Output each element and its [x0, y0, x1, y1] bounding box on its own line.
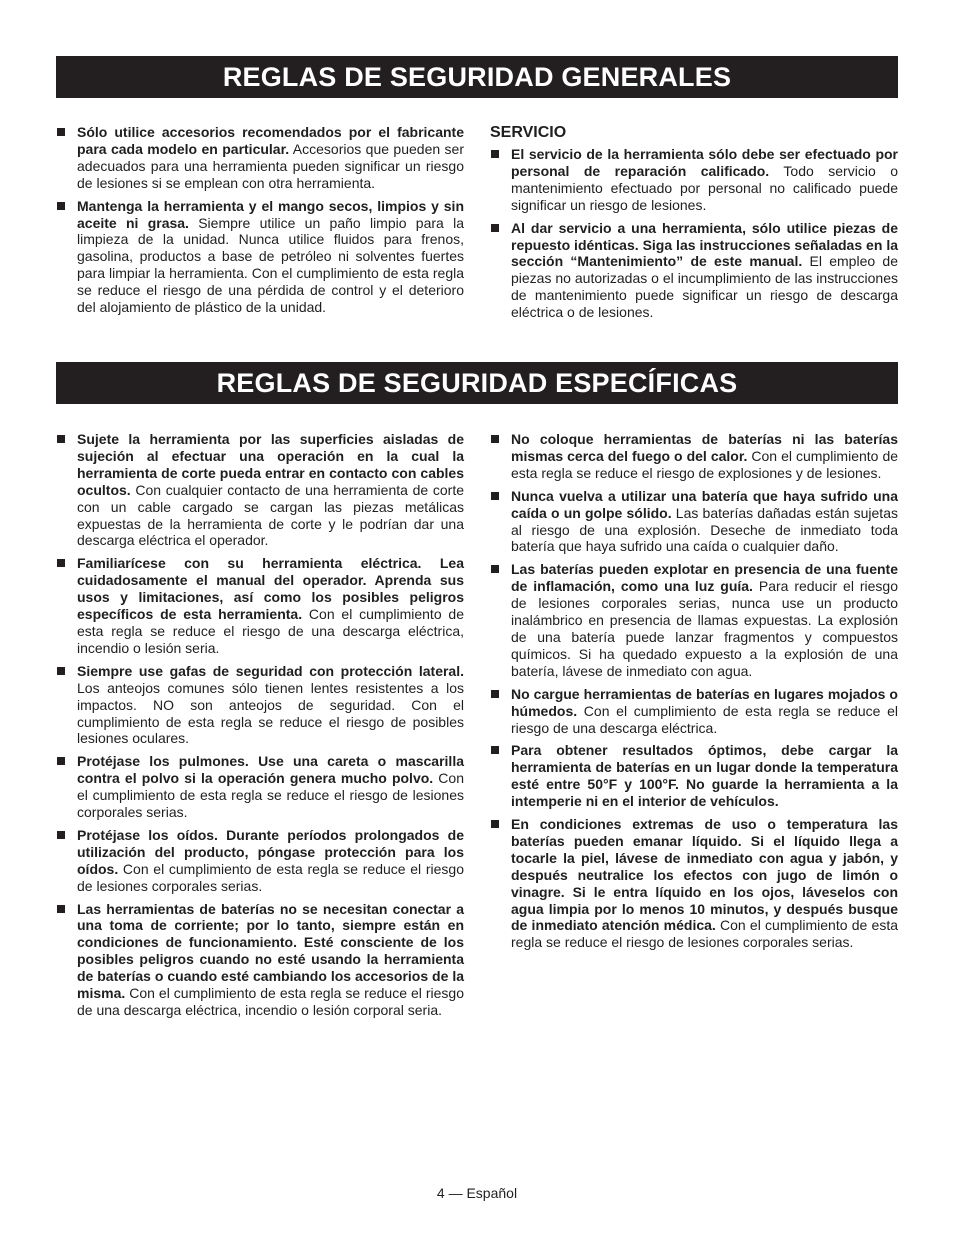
list-item [490, 220, 898, 321]
rule-text: Con el cumplimiento de esta regla se reduce el riesgo de una descarga eléctrica, incendio o lesión corporal seria. [77, 985, 464, 1018]
general-rules-banner [56, 56, 898, 98]
rule-text: Con el cumplimiento de esta regla se reduce el riesgo de una descarga eléctrica, incendio o lesión seria. [77, 606, 465, 656]
list-item [490, 561, 898, 679]
list-item [490, 488, 898, 556]
list-item [490, 686, 898, 737]
list-item [490, 431, 898, 482]
rule-bold: No cargue herramientas de baterías en lugares mojados o húmedos. [511, 685, 898, 719]
specific-rules-list-left [56, 431, 464, 1019]
list-item [490, 146, 898, 214]
list-item [56, 431, 464, 549]
rule-text: El empleo de piezas no autorizadas o el incumplimiento de las instrucciones de mantenimiento puede significar un riesgo de descarga eléctrica o de lesiones. [511, 253, 898, 321]
service-column [490, 124, 898, 327]
list-item [56, 198, 464, 316]
rule-text: Accesorios que pueden ser adecuados para una herramienta pueden significar un riesgo de lesiones si se emplean con otra herramienta. [77, 140, 465, 191]
specific-left-column [56, 431, 464, 1025]
rule-bold: Al dar servicio a una herramienta, sólo utilice piezas de repuesto idénticas. Siga las instrucciones señaladas en la sección “Mantenimiento” de este manual. [511, 219, 898, 270]
rule-text: Con cualquier contacto de una herramienta de corte con un cable cargado se cargan las piezas metálicas expuestas de la herramienta de corte y le podrían dar una descarga eléctrica el operador. [77, 481, 464, 549]
list-item [56, 124, 464, 192]
rule-text: Con el cumplimiento de esta regla se reduce el riesgo de lesiones corporales serias. [77, 770, 464, 821]
rule-bold: En condiciones extremas de uso o temperatura las baterías pueden emanar líquido. Si el líquido llega a tocarle la piel, lávese de inmediato con agua y jabón, y después neutralice los efectos con jugo de limón o vinagre. Si le entra líquido en los ojos, láveselos con agua limpia por lo menos 10 minutos, y después busque de inmediato atención médica. [511, 816, 898, 934]
page-number: 4 — Español [436, 1185, 518, 1201]
rule-text: Todo servicio o mantenimiento efectuado por personal no calificado puede significar un riesgo de lesiones. [511, 162, 898, 213]
rule-bold: Sólo utilice accesorios recomendados por el fabricante para cada modelo en particular. [77, 124, 464, 157]
rule-text: Con el cumplimiento de esta regla se reduce el riesgo de lesiones corporales serias. [77, 860, 464, 894]
service-heading: SERVICIO [490, 124, 567, 141]
rule-bold: Familiarícese con su herramienta eléctrica. Lea cuidadosamente el manual del operador. Aprenda sus usos y limitaciones, así como los posibles peligros específicos de esta herramienta. [77, 555, 464, 623]
rule-text: Los anteojos comunes sólo tienen lentes resistentes a los impactos. NO son anteojos de seguridad. Con el cumplimiento de esta regla se reduce el riesgo de posibles lesiones oculares. [77, 679, 464, 747]
rule-text: Con el cumplimiento de esta regla se reduce el riesgo de una descarga eléctrica. [511, 702, 898, 736]
rule-bold: Protéjase los oídos. Durante períodos prolongados de utilización del producto, póngase protección para los oídos. [77, 826, 464, 877]
rule-text: Las baterías dañadas están sujetas al riesgo de una explosión. Deseche de inmediato toda batería que haya sufrido una caída o cualquier daño. [511, 504, 898, 555]
general-left-column [56, 124, 464, 322]
rule-text: Con el cumplimiento de esta regla se reduce el riesgo de explosiones y de lesiones. [511, 447, 899, 481]
general-rules-title: REGLAS DE SEGURIDAD GENERALES [222, 62, 732, 92]
rule-bold: No coloque herramientas de baterías ni las baterías mismas cerca del fuego o del calor. [511, 431, 898, 464]
rule-bold: Nunca vuelva a utilizar una batería que haya sufrido una caída o un golpe sólido. [511, 487, 898, 521]
rule-bold: Protéjase los pulmones. Use una careta o mascarilla contra el polvo si la operación genera mucho polvo. [77, 753, 464, 787]
rule-text: Siempre utilice un paño limpio para la limpieza de la unidad. Nunca utilice fluidos para frenos, gasolina, productos a base de petróleo ni solventes fuertes para limpiar la herramienta. Con el cumplimiento de esta regla se reduce el riesgo de una pérdida de control y el deterioro del alojamiento de plástico de la unidad. [77, 214, 464, 316]
list-item [490, 816, 898, 951]
general-rules-list [56, 124, 464, 316]
rule-text: Con el cumplimiento de esta regla se reduce el riesgo de lesiones corporales serias. [511, 917, 898, 951]
list-item [56, 901, 464, 1019]
specific-rules-list-right [490, 431, 898, 951]
specific-rules-banner [56, 362, 898, 404]
rule-bold: Sujete la herramienta por las superficies aisladas de sujeción al efectuar una operación en la cual la herramienta de corte pueda entrar en contacto con cables ocultos. [77, 431, 464, 498]
rule-bold: Para obtener resultados óptimos, debe cargar la herramienta de baterías en un lugar donde la temperatura esté entre 50°F y 100°F. No guarde la herramienta a la intemperie ni en el interior de vehículos. [511, 742, 898, 810]
list-item [56, 753, 464, 821]
rule-bold: Las herramientas de baterías no se necesitan conectar a una toma de corriente; por lo tanto, siempre están en condiciones de funcionamiento. Esté consciente de los posibles peligros cuando no esté usando la herramienta de baterías o cuando esté cambiando los accesorios de la misma. [77, 900, 464, 1002]
specific-rules-title: REGLAS DE SEGURIDAD ESPECÍFICAS [216, 368, 738, 398]
list-item [490, 742, 898, 810]
page-footer [0, 1185, 954, 1201]
list-item [56, 663, 464, 748]
list-item [56, 827, 464, 895]
rule-bold: Siempre use gafas de seguridad con protección lateral. [77, 662, 464, 679]
rule-bold: Mantenga la herramienta y el mango secos, limpios y sin aceite ni grasa. [77, 197, 464, 231]
list-item [56, 555, 464, 656]
rule-bold: El servicio de la herramienta sólo debe ser efectuado por personal de reparación calificado. [511, 146, 898, 179]
rule-bold: Las baterías pueden explotar en presencia de una fuente de inflamación, como una luz guía. [511, 561, 898, 595]
rule-text: Para reducir el riesgo de lesiones corporales serias, nunca use un producto inalámbrico en presencia de llamas expuestas. La explosión de una batería puede lanzar fragmentos y compuestos químicos. Si ha quedado expuesto a la explosión de una batería, lávese de inmediato con agua. [511, 578, 898, 679]
specific-right-column [490, 431, 898, 957]
service-rules-list [490, 146, 898, 321]
